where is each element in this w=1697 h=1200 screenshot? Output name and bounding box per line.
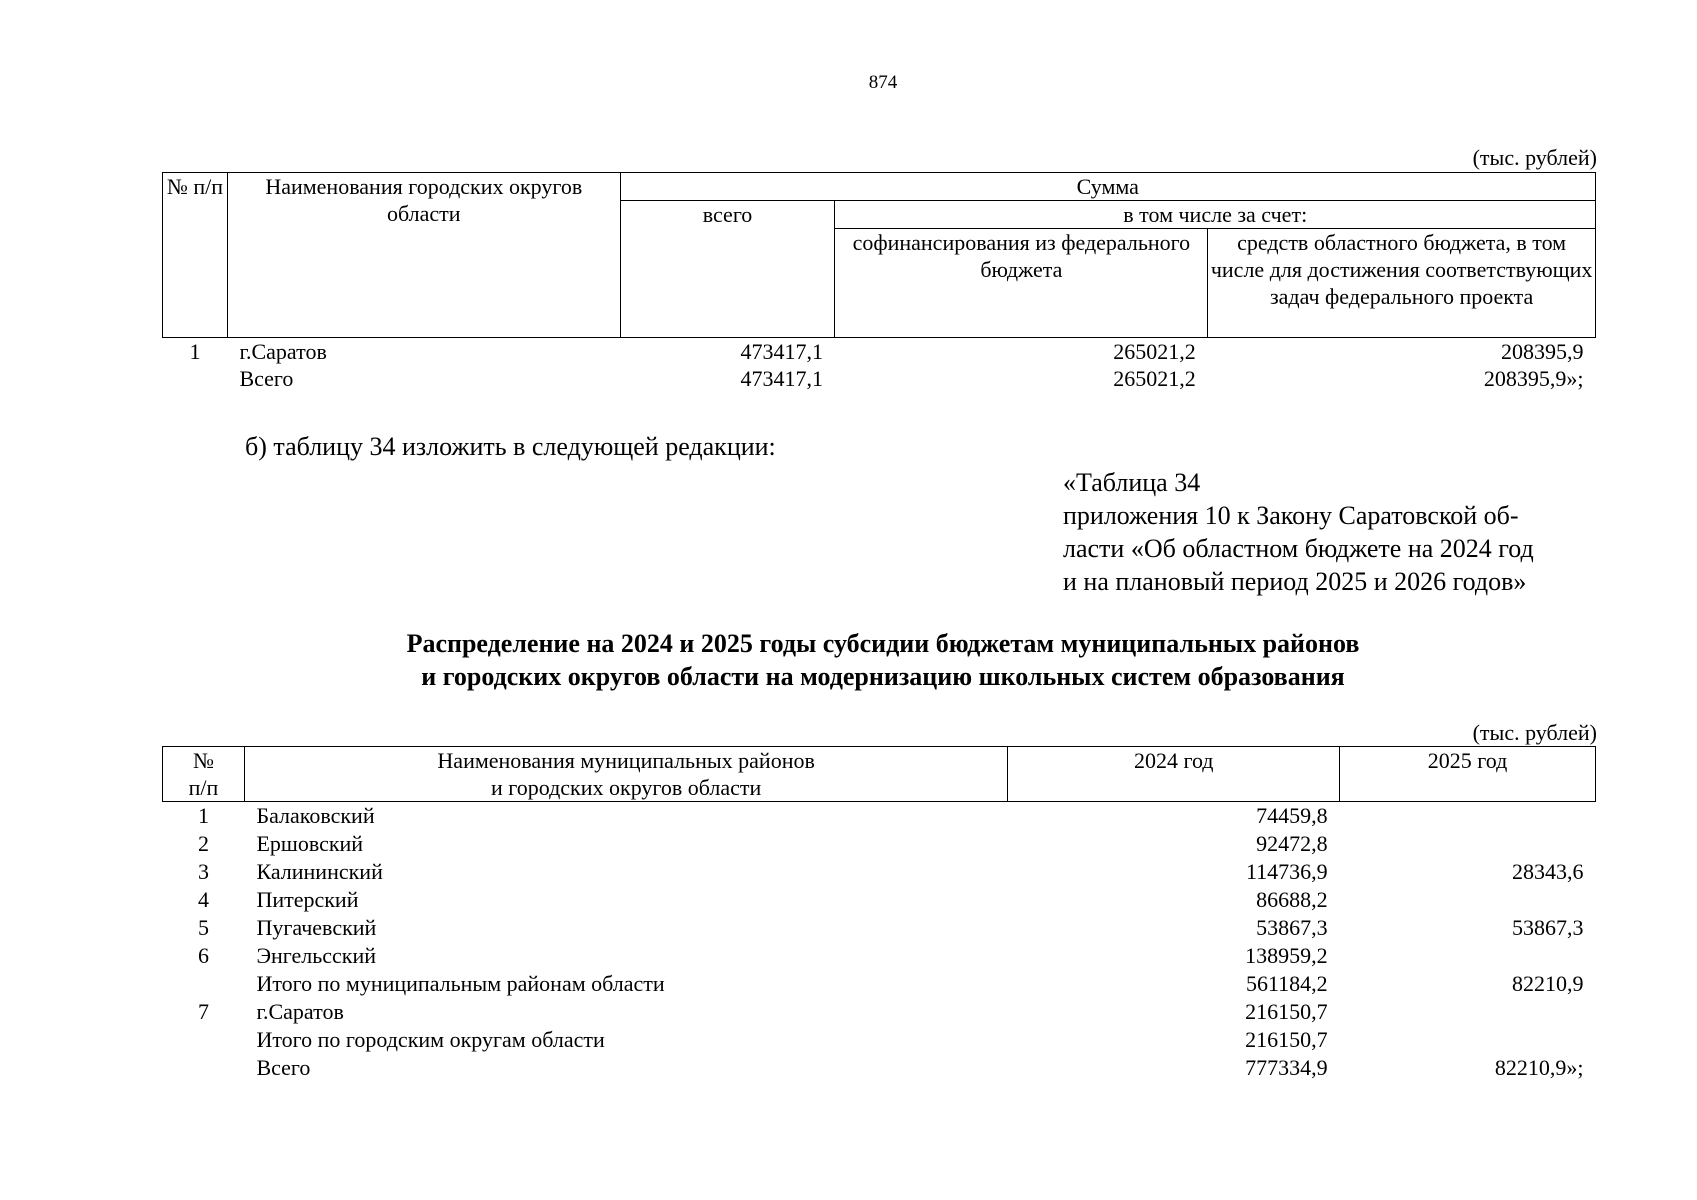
table-total-row: Всего 777334,9 82210,9»; (256, 1055, 1584, 1080)
t1-total-regional: 208395,9»; (1483, 366, 1584, 391)
t1-total-total: 473417,1 (740, 366, 823, 391)
t1-header-sum: Сумма (620, 173, 1595, 201)
t1-row-regional: 208395,9 (1501, 339, 1584, 364)
t1-total-name: Всего (239, 366, 294, 391)
table-total-row (163, 365, 1596, 392)
document-title: Распределение на 2024 и 2025 годы субсидии бюджетам муниципальных районов и городских округов области на модернизацию школьных систем образования (406, 629, 1360, 691)
table-subtotal-row: Итого по муниципальным районам области 561184,2 82210,9 (256, 971, 1584, 996)
t1-row-total: 473417,1 (740, 339, 823, 364)
table1-units: (тыс. рублей) (1472, 145, 1597, 170)
table-row: 3 Калининский 114736,9 28343,6 (197, 859, 1584, 884)
table-row: 6 Энгельсский 138959,2 (197, 943, 1328, 968)
t1-row-name: г.Саратов (239, 339, 327, 364)
table-row (163, 338, 1596, 366)
table-row: 7 г.Саратов 216150,7 (197, 999, 1328, 1024)
t2-header-2025: 2025 год (1340, 747, 1596, 802)
table-caption: «Таблица 34 приложения 10 к Закону Саратовской об- ласти «Об областном бюджете на 2024 год и на плановый период 2025 и 2026 годов» (1063, 468, 1534, 596)
t2-header-num: № п/п (163, 747, 245, 802)
table2 (162, 746, 1596, 1082)
table-row: 1 Балаковский 74459,8 (197, 803, 1328, 828)
t1-header-name: Наименования городских округов области (227, 173, 620, 338)
t1-header-federal: софинансирования из федерального бюджета (835, 229, 1208, 338)
t1-total-federal: 265021,2 (1113, 366, 1196, 391)
table-subtotal-row: Итого по городским округам области 216150,7 (256, 1027, 1328, 1052)
page-number: 874 (868, 72, 898, 93)
t1-row-federal: 265021,2 (1113, 339, 1196, 364)
t1-header-including: в том числе за счет: (835, 201, 1596, 229)
table1 (162, 172, 1596, 392)
t1-row-num: 1 (189, 339, 201, 364)
t2-header-name: Наименования муниципальных районов и городских округов области (244, 747, 1007, 802)
t1-header-regional: средств областного бюджета, в том числе для достижения соответствующих задач федерального проекта (1208, 229, 1596, 338)
table-row: 5 Пугачевский 53867,3 53867,3 (197, 915, 1584, 940)
paragraph: б) таблицу 34 изложить в следующей редакции: (245, 432, 776, 461)
table-row: 2 Ершовский 92472,8 (197, 831, 1328, 856)
table-row: 4 Питерский 86688,2 (197, 887, 1328, 912)
t1-header-total: всего (620, 201, 835, 338)
t2-header-2024: 2024 год (1008, 747, 1340, 802)
t1-header-num: № п/п (163, 173, 228, 338)
table2-units: (тыс. рублей) (1472, 720, 1597, 745)
